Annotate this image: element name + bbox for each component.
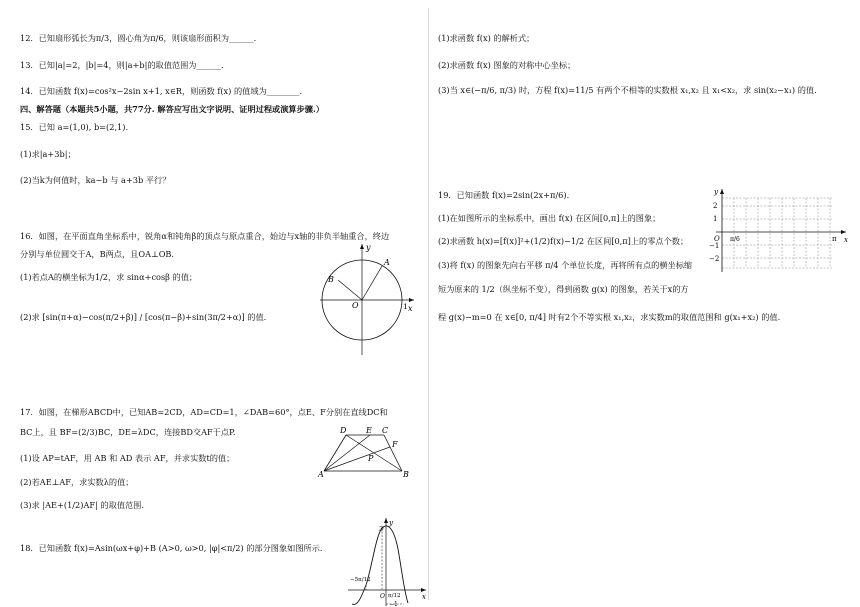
figure-16-label-o: O	[352, 301, 359, 310]
figure-18-tick-left: −5π/12	[350, 577, 371, 583]
figure-17-label-a: A	[318, 470, 324, 479]
figure-19-label-o: O	[714, 235, 720, 243]
question-15-part-2: (2)当k为何值时，ka−b 与 a+3b 平行？	[20, 175, 171, 185]
question-19-part-2: (2)求函数 h(x)=[f(x)]²+(1/2)f(x)−1/2 在区间[0,π]上的零点个数；	[438, 236, 689, 246]
right-column	[430, 0, 860, 607]
figure-18-label-x: x	[422, 593, 426, 601]
figure-16-label-b: B	[328, 275, 334, 284]
figure-18-label-neg-one: −1	[389, 601, 398, 607]
question-16-line-1: 16．如图，在平面直角坐标系中，锐角α和钝角β的顶点与原点重合，始边与x轴的非负半轴重合，终边	[20, 231, 390, 241]
question-16-line-2: 分别与单位圆交于A，B两点，且OA⊥OB.	[20, 249, 175, 259]
question-17-part-3: (3)求 |AE+(1/2)AF| 的取值范围.	[20, 500, 144, 510]
question-16-part-1: (1)若点A的横坐标为1/2，求 sinα+cosβ 的值；	[20, 272, 198, 282]
figure-16-unit-circle	[312, 240, 422, 360]
question-13: 13．已知|a|=2，|b|=4，则|a+b|的取值范围为______.	[20, 60, 224, 70]
figure-19-grid	[700, 186, 850, 274]
figure-16-label-a: A	[384, 258, 390, 267]
figure-17-label-e: E	[366, 426, 372, 435]
figure-16-label-x: x	[408, 304, 413, 313]
figure-18-label-y: y	[389, 519, 393, 527]
figure-17-trapezoid	[312, 425, 412, 481]
figure-19-label-y: y	[714, 188, 718, 196]
question-18-part-3: (3)当 x∈(−π/6, π/3) 时，方程 f(x)=11/5 有两个不相等的实数根 x₁,x₂ 且 x₁<x₂，求 sin(x₂−x₁) 的值.	[438, 85, 817, 95]
question-19: 19．已知函数 f(x)=2sin(2x+π/6).	[438, 190, 570, 200]
figure-19-tick-minus-2: −2	[709, 255, 720, 263]
figure-19-tick-pi6: π/6	[730, 236, 740, 243]
question-19-part-3-line-3: 程 g(x)−m=0 在 x∈[0, π/4] 时有2个不等实根 x₁,x₂，求实数m的取值范围和 g(x₁+x₂) 的值.	[438, 312, 781, 322]
figure-17-label-c: C	[382, 426, 389, 435]
left-column	[0, 0, 428, 607]
figure-17-label-p: P	[368, 454, 374, 463]
question-18: 18．已知函数 f(x)=Asin(ωx+φ)+B (A>0, ω>0, |φ|<π/2) 的部分图象如图所示.	[20, 543, 323, 553]
figure-19-tick-2: 2	[713, 202, 718, 210]
figure-19-label-x: x	[844, 236, 848, 244]
question-17-line-1: 17．如图，在梯形ABCD中，已知AB=2CD，AD=CD=1，∠DAB=60°，点E、F分别在直线DC和	[20, 407, 388, 417]
question-18-part-2: (2)求函数 f(x) 图象的对称中心坐标；	[438, 60, 576, 70]
figure-18-label-o: O	[380, 593, 385, 600]
figure-18-label-three: 3	[379, 525, 384, 533]
figure-18-tick-right: π/12	[388, 593, 401, 599]
question-19-part-1: (1)在如图所示的坐标系中，画出 f(x) 在区间[0,π]上的图象；	[438, 213, 661, 223]
section-4-heading: 四、解答题（本题共5小题，共77分. 解答应写出文字说明、证明过程或演算步骤.）	[20, 104, 325, 114]
figure-19-tick-pi: π	[832, 235, 837, 243]
question-14: 14．已知函数 f(x)=cos²x−2sin x+1, x∈R，则函数 f(x) 的值域为________.	[20, 86, 303, 96]
figure-17-label-d: D	[340, 426, 347, 435]
figure-16-label-one: 1	[403, 302, 408, 311]
question-19-part-3-line-2: 短为原来的 1/2（纵坐标不变），得到函数 g(x) 的图象，若关于x的方	[438, 284, 689, 294]
question-12: 12．已知扇形弧长为π/3，圆心角为π/6，则该扇形面积为______.	[20, 33, 257, 43]
question-18-part-1: (1)求函数 f(x) 的解析式；	[438, 33, 535, 43]
figure-18-graph	[346, 515, 428, 607]
figure-19-tick-1: 1	[713, 215, 718, 223]
question-17-part-2: (2)若AE⊥AF，求实数λ的值；	[20, 477, 134, 487]
question-16-part-2: (2)求 [sin(π+α)−cos(π/2+β)] / [cos(π−β)+sin(3π/2+α)] 的值.	[20, 312, 267, 322]
question-17-part-1: (1)设 AP=tAF，用 AB 和 AD 表示 AF，并求实数t的值；	[20, 453, 235, 463]
figure-17-label-b: B	[403, 470, 409, 479]
column-divider	[428, 8, 429, 600]
figure-16-label-y: y	[366, 243, 371, 252]
question-15-part-1: (1)求|a+3b|；	[20, 149, 76, 159]
question-19-part-3-line-1: (3)将 f(x) 的图象先向右平移 π/4 个单位长度，再将所有点的横坐标缩	[438, 260, 693, 270]
question-17-line-2: BC上，且 BF=(2/3)BC，DE=λDC，连接BD交AF于点P.	[20, 427, 236, 437]
figure-19-tick-minus-1: −1	[709, 242, 720, 250]
figure-17-label-f: F	[392, 440, 398, 449]
question-15: 15．已知 a=(1,0), b=(2,1).	[20, 122, 129, 132]
